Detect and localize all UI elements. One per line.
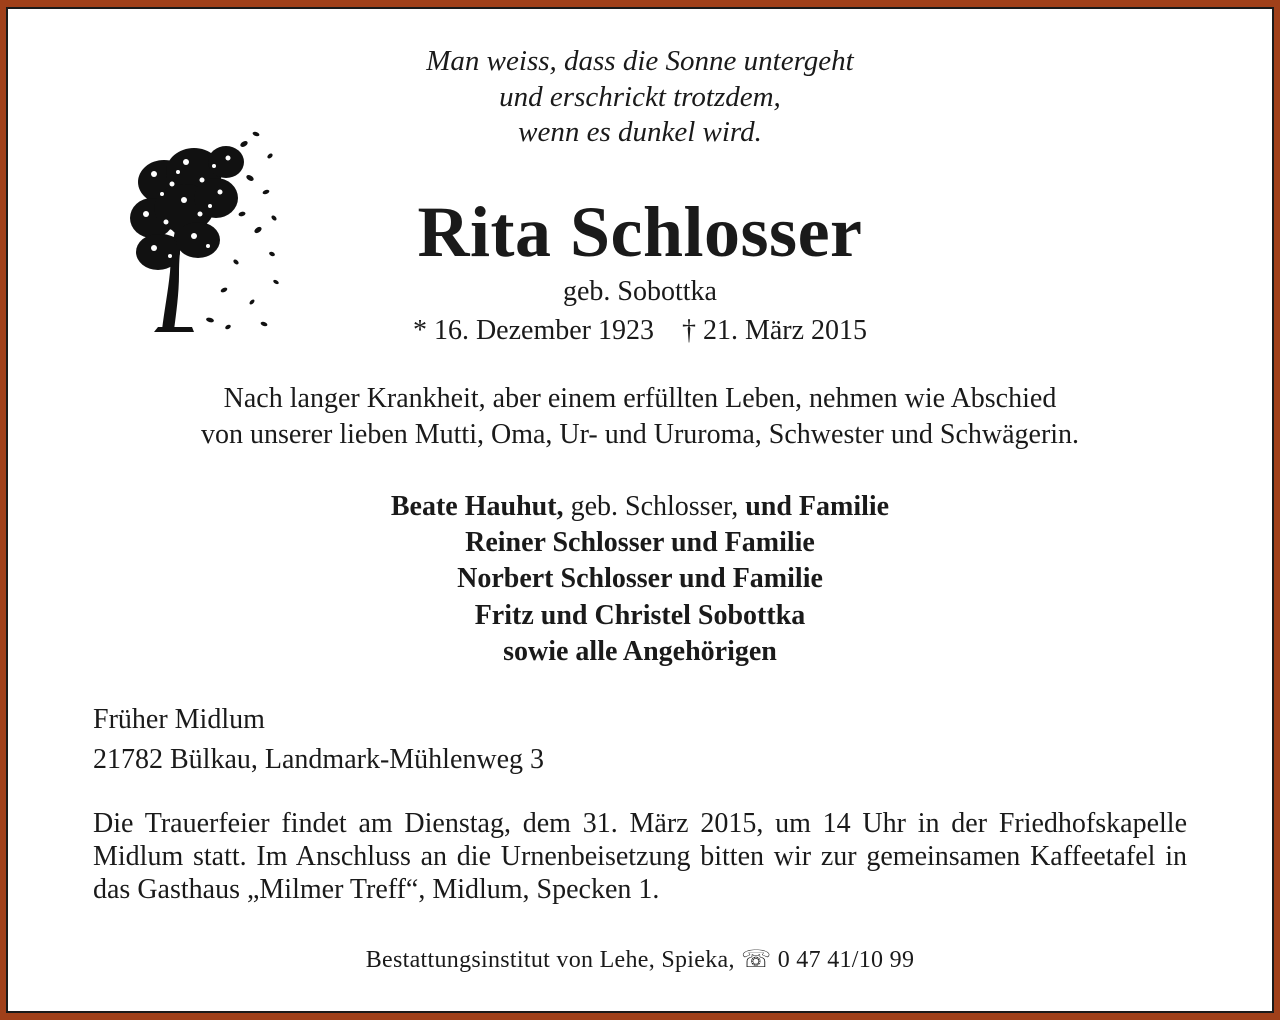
death-date: † 21. März 2015 — [681, 315, 868, 346]
mourner-1-name: Beate Hauhut, — [390, 491, 564, 522]
verse-line-1: Man weiss, dass die Sonne untergeht — [426, 45, 854, 77]
mourner-line-1 — [0, 489, 1280, 525]
birth-name: geb. Sobottka — [563, 276, 717, 307]
farewell-intro — [0, 381, 1280, 453]
mourner-1-born: geb. Schlosser, — [563, 491, 746, 522]
verse-line-2: und erschrickt trotzdem, — [499, 80, 781, 113]
address-line-1: Früher Midlum — [93, 704, 265, 735]
mourner-line-2: Reiner Schlosser und Familie — [465, 527, 815, 559]
address-block — [93, 700, 544, 780]
mourner-line-3: Norbert Schlosser und Familie — [457, 563, 823, 595]
life-dates — [0, 312, 1280, 350]
deceased-name: Rita Schlosser — [417, 192, 863, 272]
birth-date: * 16. Dezember 1923 — [412, 315, 654, 346]
intro-line-2: von unserer lieben Mutti, Oma, Ur- und Ururoma, Schwester und Schwägerin. — [200, 419, 1080, 450]
mourners-list — [0, 489, 1280, 670]
funeral-service-info — [93, 807, 1187, 906]
verse-line-3: wenn es dunkel wird. — [518, 116, 762, 148]
mourner-line-5: sowie alle Angehörigen — [503, 635, 777, 667]
mourner-line-4: Fritz und Christel Sobottka — [474, 599, 806, 631]
address-line-2: 21782 Bülkau, Landmark-Mühlenweg 3 — [93, 744, 545, 775]
service-text: Die Trauerfeier findet am Dienstag, dem 31. März 2015, um 14 Uhr in der Friedhofskapelle Midlum statt. Im Anschluss an die Urnenbeisetzung bitten wir zur gemeinsamen Kaffeetafel in das Gasthaus „Milmer Treff“, Midlum, Specken 1. — [93, 808, 1187, 905]
undertaker-info: Bestattungsinstitut von Lehe, Spieka, ☏ 0 47 41/10 99 — [365, 947, 915, 973]
intro-line-1: Nach langer Krankheit, aber einem erfüllten Leben, nehmen wie Abschied — [223, 383, 1057, 414]
mourner-1-family: und Familie — [745, 491, 890, 522]
memorial-verse — [0, 44, 1280, 151]
